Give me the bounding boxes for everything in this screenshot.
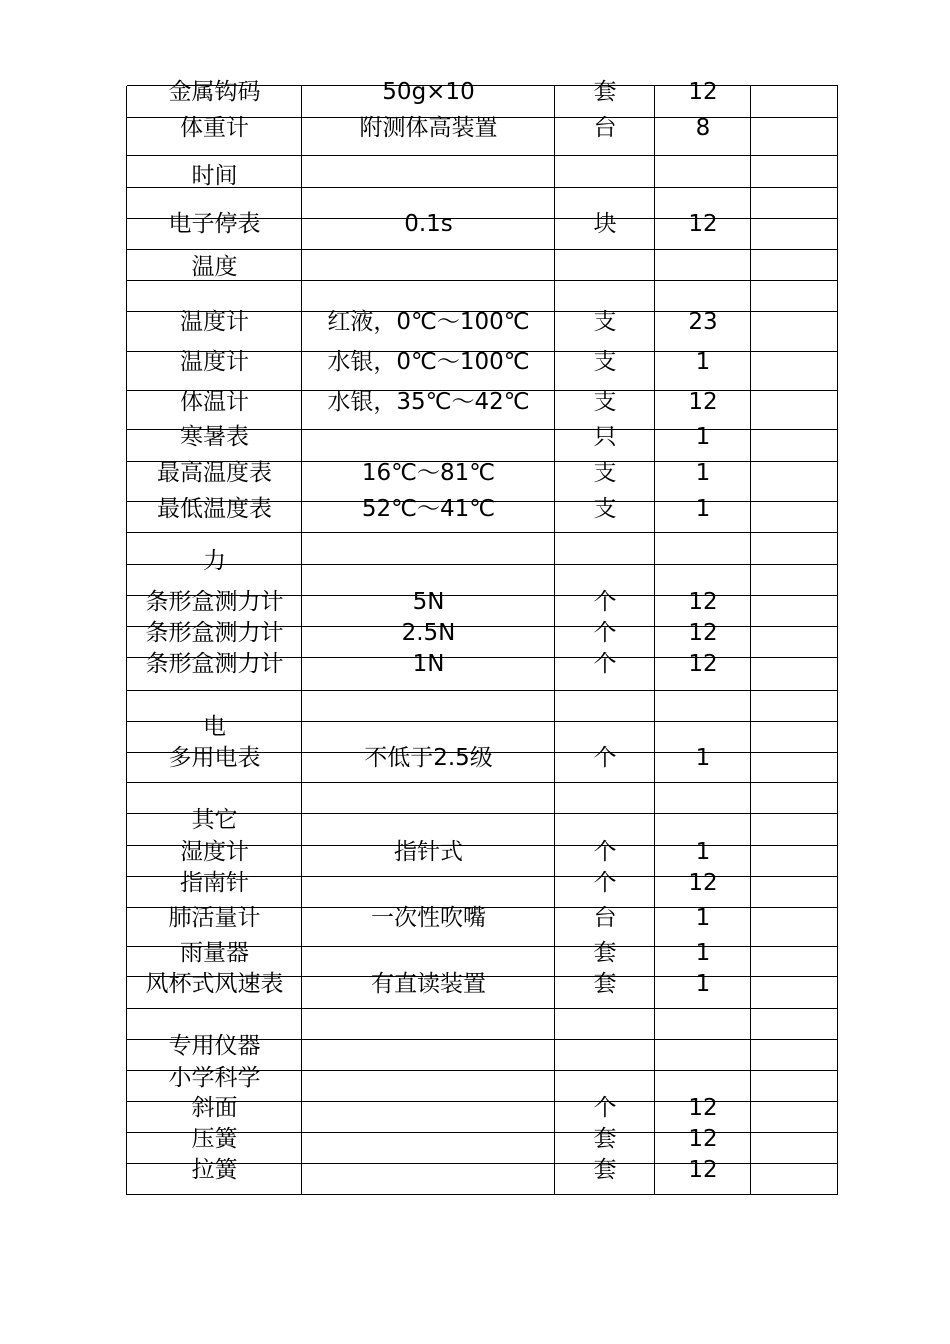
row-border (127, 155, 838, 156)
table-row (127, 937, 838, 969)
table-row (127, 493, 838, 525)
table-row (127, 586, 838, 618)
item-spec-cell: 5N (412, 589, 445, 615)
table-row (127, 742, 838, 774)
section-header-row (127, 1030, 838, 1062)
item-name-cell: 电 (203, 714, 226, 740)
row-border (127, 1008, 838, 1009)
row-border (127, 249, 838, 250)
item-qty-cell: 8 (695, 115, 711, 141)
item-name-cell: 斜面 (191, 1095, 238, 1121)
item-spec-cell (302, 545, 555, 577)
item-name-cell: 多用电表 (168, 745, 261, 771)
item-spec-cell: 有直读装置 (371, 971, 486, 997)
item-name-cell: 压簧 (191, 1126, 238, 1152)
item-name-cell: 力 (203, 548, 226, 574)
item-name-cell: 寒暑表 (180, 424, 249, 450)
item-qty-cell: 1 (695, 349, 711, 375)
item-qty-cell: 12 (688, 651, 718, 677)
item-name-cell: 温度 (191, 254, 238, 280)
item-qty-cell: 1 (695, 940, 711, 966)
item-name-cell: 肺活量计 (168, 905, 261, 931)
table-row (127, 1123, 838, 1155)
table-row (127, 968, 838, 1000)
item-unit-cell: 支 (593, 496, 617, 522)
table-row (127, 867, 838, 899)
item-unit-cell (555, 711, 655, 743)
item-spec-cell (302, 1123, 555, 1155)
table-row (127, 836, 838, 868)
item-unit-cell: 个 (593, 589, 617, 615)
table-row (127, 346, 838, 378)
item-unit-cell: 套 (593, 79, 617, 105)
item-qty-cell (655, 251, 751, 283)
item-spec-cell: 50g×10 (382, 79, 475, 105)
item-name-cell: 雨量器 (180, 940, 249, 966)
item-qty-cell: 12 (688, 1157, 718, 1183)
item-qty-cell: 1 (695, 424, 711, 450)
item-unit-cell: 块 (593, 211, 617, 237)
item-spec-cell: 不低于2.5级 (364, 745, 493, 771)
item-unit-cell: 支 (593, 460, 617, 486)
item-spec-cell: 一次性吹嘴 (371, 905, 486, 931)
section-header-row (127, 160, 838, 192)
item-qty-cell (655, 1062, 751, 1094)
item-qty-cell: 12 (688, 389, 718, 415)
item-spec-cell: 指针式 (394, 839, 463, 865)
section-header-row (127, 1062, 838, 1094)
item-name-cell: 温度计 (180, 309, 249, 335)
item-qty-cell: 1 (695, 496, 711, 522)
item-spec-cell: 红液，0℃～100℃ (327, 309, 530, 335)
table-row (127, 421, 838, 453)
table-row (127, 306, 838, 338)
item-name-cell: 条形盒测力计 (145, 620, 284, 646)
item-unit-cell: 套 (593, 1126, 617, 1152)
item-spec-cell (302, 251, 555, 283)
item-qty-cell (655, 545, 751, 577)
item-unit-cell: 个 (593, 745, 617, 771)
section-header-row (127, 251, 838, 283)
item-unit-cell: 个 (593, 620, 617, 646)
item-qty-cell: 12 (688, 79, 718, 105)
item-name-cell: 小学科学 (168, 1065, 261, 1091)
item-name-cell: 温度计 (180, 349, 249, 375)
item-qty-cell: 23 (688, 309, 718, 335)
item-unit-cell: 套 (593, 1157, 617, 1183)
item-spec-cell: 2.5N (401, 620, 456, 646)
item-name-cell: 最低温度表 (157, 496, 272, 522)
item-qty-cell: 12 (688, 870, 718, 896)
item-unit-cell: 台 (593, 905, 617, 931)
row-border (127, 782, 838, 783)
row-border (127, 532, 838, 533)
item-qty-cell: 12 (688, 589, 718, 615)
item-qty-cell: 1 (695, 460, 711, 486)
table-row (127, 902, 838, 934)
item-unit-cell: 套 (593, 940, 617, 966)
item-unit-cell (555, 545, 655, 577)
item-name-cell: 湿度计 (180, 839, 249, 865)
item-spec-cell: 1N (412, 651, 445, 677)
item-qty-cell: 1 (695, 971, 711, 997)
item-spec-cell: 水银，0℃～100℃ (327, 349, 530, 375)
item-name-cell: 时间 (191, 163, 238, 189)
item-unit-cell: 个 (593, 870, 617, 896)
item-spec-cell (302, 421, 555, 453)
item-spec-cell (302, 1092, 555, 1124)
item-name-cell: 体重计 (180, 115, 249, 141)
row-border (127, 1194, 838, 1195)
item-unit-cell (555, 1030, 655, 1062)
item-spec-cell: 0.1s (404, 211, 453, 237)
item-qty-cell (655, 160, 751, 192)
table-row (127, 208, 838, 240)
item-spec-cell (302, 1154, 555, 1186)
item-qty-cell: 1 (695, 905, 711, 931)
item-spec-cell (302, 160, 555, 192)
item-name-cell: 条形盒测力计 (145, 589, 284, 615)
table-row (127, 76, 838, 108)
item-unit-cell: 套 (593, 971, 617, 997)
item-spec-cell: 附测体高装置 (359, 115, 498, 141)
item-qty-cell (655, 1030, 751, 1062)
item-qty-cell: 12 (688, 211, 718, 237)
item-unit-cell: 支 (593, 309, 617, 335)
item-unit-cell: 只 (593, 424, 617, 450)
item-spec-cell: 52℃～41℃ (361, 496, 496, 522)
item-spec-cell (302, 867, 555, 899)
section-header-row (127, 545, 838, 577)
table-row (127, 386, 838, 418)
item-qty-cell: 12 (688, 1126, 718, 1152)
item-name-cell: 专用仪器 (168, 1033, 261, 1059)
item-name-cell: 金属钩码 (168, 79, 261, 105)
item-qty-cell (655, 711, 751, 743)
item-qty-cell: 12 (688, 620, 718, 646)
table-row (127, 617, 838, 649)
item-qty-cell: 12 (688, 1095, 718, 1121)
item-spec-cell: 水银，35℃～42℃ (327, 389, 530, 415)
item-spec-cell (302, 1062, 555, 1094)
item-unit-cell: 个 (593, 1095, 617, 1121)
item-name-cell: 风杯式风速表 (145, 971, 284, 997)
item-qty-cell (655, 804, 751, 836)
item-name-cell: 体温计 (180, 389, 249, 415)
item-qty-cell: 1 (695, 839, 711, 865)
table-row (127, 648, 838, 680)
item-unit-cell (555, 804, 655, 836)
section-header-row (127, 711, 838, 743)
item-unit-cell: 支 (593, 389, 617, 415)
item-unit-cell: 个 (593, 651, 617, 677)
item-name-cell: 其它 (191, 807, 238, 833)
item-unit-cell: 支 (593, 349, 617, 375)
item-spec-cell: 16℃～81℃ (361, 460, 496, 486)
item-unit-cell (555, 160, 655, 192)
item-qty-cell: 1 (695, 745, 711, 771)
item-spec-cell (302, 1030, 555, 1062)
item-spec-cell (302, 711, 555, 743)
row-border (127, 690, 838, 691)
item-unit-cell (555, 251, 655, 283)
item-name-cell: 电子停表 (168, 211, 261, 237)
item-spec-cell (302, 804, 555, 836)
item-unit-cell: 个 (593, 839, 617, 865)
item-spec-cell (302, 937, 555, 969)
item-name-cell: 最高温度表 (157, 460, 272, 486)
item-name-cell: 条形盒测力计 (145, 651, 284, 677)
item-unit-cell: 台 (593, 115, 617, 141)
item-name-cell: 拉簧 (191, 1157, 238, 1183)
section-header-row (127, 804, 838, 836)
table-row (127, 1154, 838, 1186)
table-row (127, 1092, 838, 1124)
table-row (127, 457, 838, 489)
item-unit-cell (555, 1062, 655, 1094)
table-row (127, 112, 838, 144)
item-name-cell: 指南针 (180, 870, 249, 896)
